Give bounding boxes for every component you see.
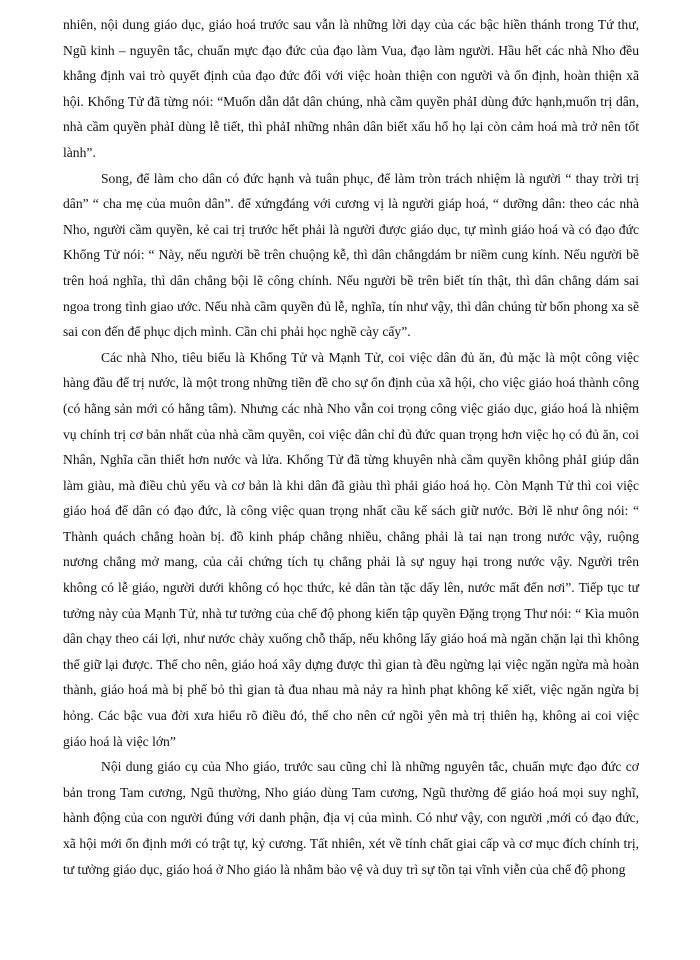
paragraph-education-content: Nội dung giáo cụ của Nho giáo, trước sau cũng chỉ là những nguyên tắc, chuẩn mực đạo đức cơ bản trong Tam cương, Ngũ thường, Nho giáo dùng Tam cương, Ngũ thường để giáo hoá mọi suy nghĩ, hành động của con người đúng với danh phận, địa vị của mình. Có như vậy, con người ,mới có đạo đức, xã hội mới ổn định mới có trật tự, kỷ cương. Tất nhiên, xét về tính chất giai cấp và cơ mục đích chính trị, tư tưởng giáo dục, giáo hoá ở Nho giáo là nhằm bảo vệ và duy trì sự tồn tại vĩnh viễn của chế độ phong [63, 759, 639, 877]
paragraph-rulers-virtue: Song, để làm cho dân có đức hạnh và tuân phục, để làm tròn trách nhiệm là người “ thay trời trị dân” “ cha mẹ của muôn dân”. để xứngđáng với cương vị là người giáp hoá, “ dưỡng dân: theo các nhà Nho, người cầm quyền, kẻ cai trị trước hết phải là người được giáo dục, tự mình giáo hoá và có đạo đức Khổng Tử nói: “ Này, nếu người bề trên chuộng kễ, thì dân chẳngdám br niềm cung kính. Nếu người bề trên hoá nghĩa, thì dân chẳng bội lẽ công chính. Nếu người bề trên biết tín thật, thì dân chẳng dám sai ngoa trong tình giao ước. Nếu nhà cầm quyền đủ lễ, nghĩa, tín như vậy, thì dân chúng từ bốn phong xa sẽ sai con đến để phục dịch mình. Cần chi phải học nghề cày cấy”. [63, 170, 639, 340]
document-page [63, 12, 639, 882]
paragraph-confucius-mencius: Các nhà Nho, tiêu biểu là Khổng Tử và Mạnh Tử, coi việc dân đủ ăn, đủ mặc là một công việc hàng đầu để trị nước, là một trong những tiền đề cho sự ổn định của xã hội, cho việc giáo hoá thành công (có hằng sản mới có hằng tâm). Nhưng các nhà Nho vẫn coi trọng công việc giáo dục, giáo hoá là nhiệm vụ chính trị cơ bản nhất của nhà cầm quyền, coi việc dân chỉ đủ đức quan trọng hơn việc họ có đủ ăn, coi Nhân, Nghĩa cần thiết hơn nước và lửa. Khổng Tử đã từng khuyên nhà cầm quyền không phảI giúp dân làm giàu, mà điều chủ yếu và cơ bản là khi dân đã giàu thì phải giáo hoá họ. Còn Mạnh Tử thì coi việc giáo hoá để dân có đạo đức, là công việc quan trọng nhất cầu kế sách giữ nước. Bởi lẽ như ông nói: “ Thành quách chẳng hoàn bị. đồ kinh pháp chẳng nhiều, chẳng phải là tai nạn trong nước vậy, ruộng nương chẳng mở mang, của cải chứng tích tụ chẳng phải là sự nguy hại trong nước vậy. Người trên không có lễ giáo, người dưới không có học thức, kẻ dân tàn tặc dấy lên, nước mất đến nơi”. Tiếp tục tư tưởng này của Mạnh Tử, nhà tư tưởng của chế độ phong kiến tập quyền Đặng trọng Thư nói: “ Kìa muôn dân chạy theo cái lợi, như nước chảy xuống chỗ thấp, nếu không lấy giáo hoá mà ngăn chặn lại thì không thể giữ lại được. Thế cho nên, giáo hoá xây dựng được thì gian tà đều ngừng lại việc ngăn ngừa mà hoàn thành, giáo hoá mà bị phế bỏ thì gian tà đua nhau mà nảy ra hình phạt không kể xiết, việc ngăn ngừa bị hỏng. Các bậc vua đời xưa hiểu rõ điều đó, thế cho nên cứ ngồi yên mà trị thiên hạ, không ai coi việc giáo hoá là việc lớn” [63, 349, 639, 749]
paragraph-continuation: nhiên, nội dung giáo dục, giáo hoá trước sau vẫn là những lời dạy của các bậc hiền thánh trong Tứ thư, Ngũ kinh – nguyên tắc, chuẩn mực đạo đức của đạo làm Vua, đạo làm người. Hầu hết các nhà Nho đều khẳng định vai trò quyết định của đạo đức đối với việc hoàn thiện con người và ổn định, hoàn thiện xã hội. Khổng Tử đã từng nói: “Muốn dẫn dắt dân chúng, nhà cầm quyền phảI dùng đức hạnh,muốn trị dân, nhà cầm quyền phảI dùng lễ tiết, thì phảI những nhân dân biết xấu hổ họ lại còn cảm hoá mà trở nên tốt lành”. [63, 17, 639, 160]
